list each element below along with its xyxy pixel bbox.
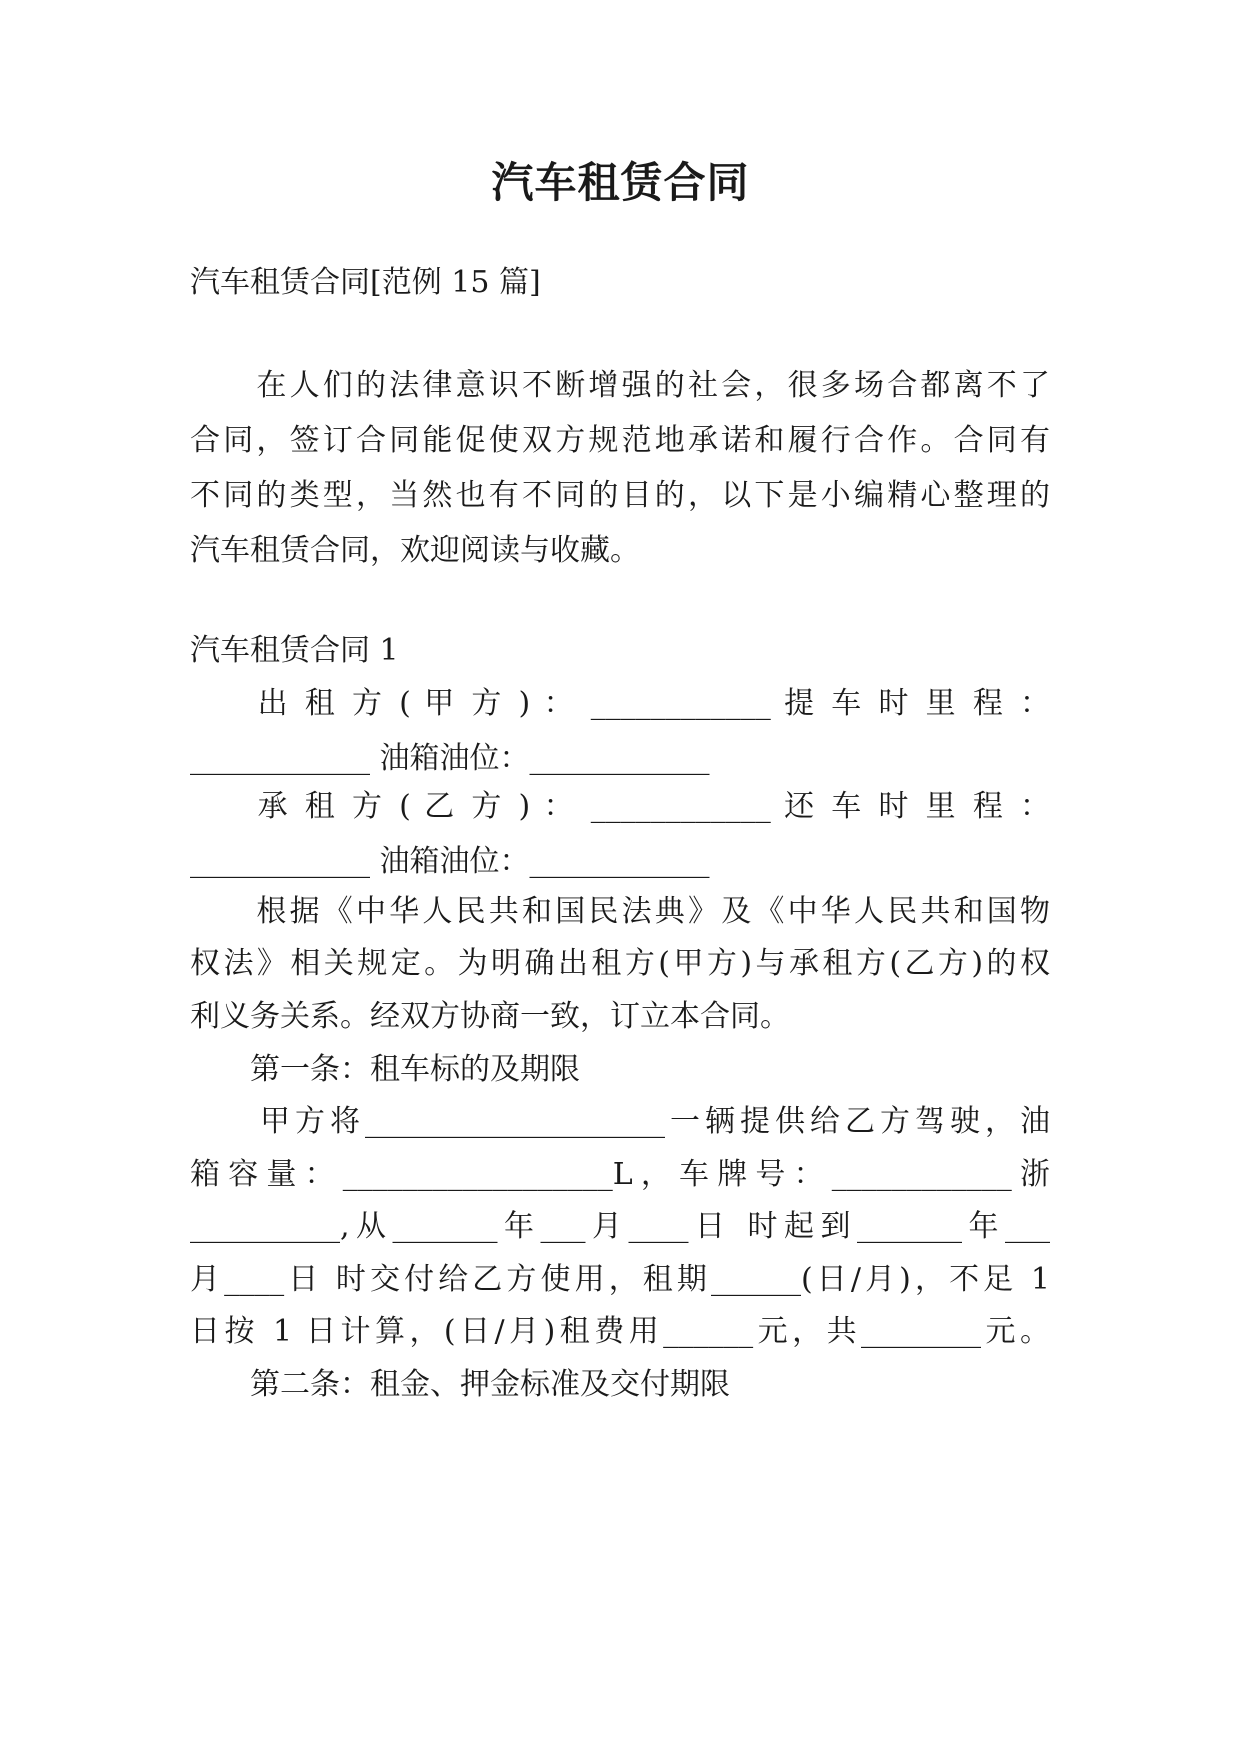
intro-line-1: 在人们的法律意识不断增强的社会，很多场合都离不了 <box>190 368 1050 403</box>
article-1-line-3: __________,从_______年___月____日 时起到_______年___ <box>190 1209 1050 1244</box>
intro-line-3: 不同的类型，当然也有不同的目的，以下是小编精心整理的 <box>190 478 1050 513</box>
basis-line-3: 利义务关系。经双方协商一致，订立本合同。 <box>190 999 790 1034</box>
party-line-4: ____________ 油箱油位：____________ <box>190 844 710 879</box>
party-line-3: 承 租 方 ( 乙 方 ) ： ____________ 还 车 时 里 程 ： <box>190 789 1050 824</box>
party-line-1: 出 租 方 ( 甲 方 ) ： ____________ 提 车 时 里 程 ： <box>190 686 1050 721</box>
contract-heading: 汽车租赁合同 1 <box>190 633 399 668</box>
document-title: 汽车租赁合同 <box>491 158 750 207</box>
article-1-heading: 第一条：租车标的及期限 <box>190 1052 580 1087</box>
intro-line-2: 合同，签订合同能促使双方规范地承诺和履行合作。合同有 <box>190 423 1050 458</box>
basis-line-1: 根据《中华人民共和国民法典》及《中华人民共和国物 <box>190 894 1050 929</box>
party-line-2: ____________ 油箱油位：____________ <box>190 741 710 776</box>
article-2-heading: 第二条：租金、押金标准及交付期限 <box>190 1367 730 1402</box>
article-1-line-1: 甲方将____________________一辆提供给乙方驾驶，油 <box>190 1104 1050 1139</box>
intro-line-4: 汽车租赁合同，欢迎阅读与收藏。 <box>190 533 640 568</box>
article-1-line-2: 箱容量：__________________L，车牌号：____________浙 <box>190 1157 1050 1192</box>
article-1-line-4: 月____日 时交付给乙方使用，租期______(日/月)，不足 1 <box>190 1262 1050 1297</box>
basis-line-2: 权法》相关规定。为明确出租方(甲方)与承租方(乙方)的权 <box>190 946 1050 981</box>
document-subtitle: 汽车租赁合同[范例 15 篇] <box>190 265 541 300</box>
article-1-line-5: 日按 1 日计算，(日/月)租费用______元，共________元。 <box>190 1314 1050 1349</box>
